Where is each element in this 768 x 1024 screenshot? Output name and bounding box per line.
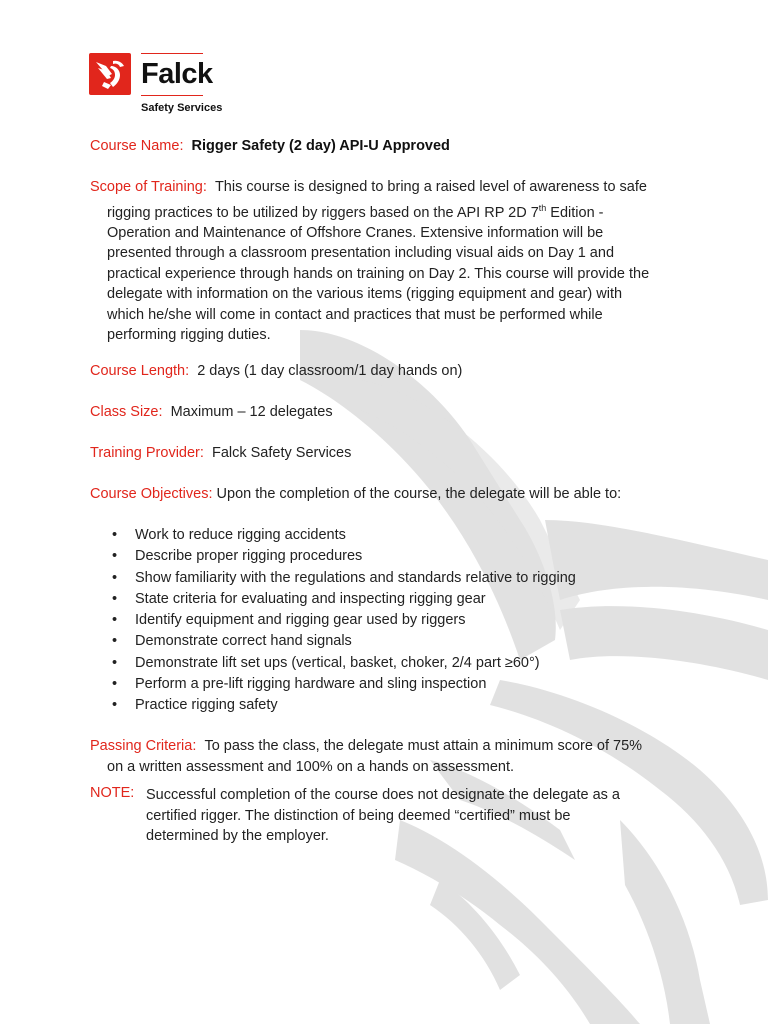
course-length-value: 2 days (1 day classroom/1 day hands on): [197, 363, 463, 379]
note-text: [146, 785, 686, 847]
course-objectives-intro: Upon the completion of the course, the delegate will be able to:: [216, 486, 622, 502]
course-name-value: Rigger Safety (2 day) API-U Approved: [191, 138, 450, 154]
objectives-list: [90, 525, 576, 717]
list-item: • Describe proper rigging procedures: [90, 546, 576, 567]
list-item: • Identify equipment and rigging gear used by riggers: [90, 610, 576, 631]
list-item: • Demonstrate correct hand signals: [90, 631, 576, 652]
passing-criteria: [90, 736, 700, 777]
scope-line: Operation and Maintenance of Offshore Cranes. Extensive information will be: [107, 224, 604, 241]
course-objectives-row: [90, 484, 621, 505]
note-line: certified rigger. The distinction of being deemed “certified” must be: [146, 807, 571, 824]
course-length-row: [90, 361, 462, 382]
course-name-label: Course Name:: [90, 138, 184, 154]
scope-line: performing rigging duties.: [107, 327, 271, 344]
class-size-row: [90, 402, 333, 423]
list-item: • Show familiarity with the regulations and standards relative to rigging: [90, 568, 576, 589]
note-line: Successful completion of the course does not designate the delegate as a: [146, 787, 620, 803]
list-item: • Work to reduce rigging accidents: [90, 525, 576, 546]
list-item: • Perform a pre-lift rigging hardware and sling inspection: [90, 674, 576, 695]
class-size-value: Maximum – 12 delegates: [170, 404, 333, 420]
scope-line: which he/she will come in contact and practices that must be performed while: [107, 306, 603, 323]
passing-criteria-line-1: To pass the class, the delegate must attain a minimum score of 75%: [204, 738, 643, 754]
scope-line: presented through a classroom presentation including visual aids on Day 1 and: [107, 245, 615, 262]
course-name-row: [90, 136, 450, 157]
passing-criteria-label: Passing Criteria:: [90, 738, 197, 754]
course-length-label: Course Length:: [90, 363, 190, 379]
list-item: • State criteria for evaluating and inspecting rigging gear: [90, 589, 576, 610]
class-size-label: Class Size:: [90, 404, 163, 420]
training-provider-value: Falck Safety Services: [211, 445, 352, 461]
training-provider-label: Training Provider:: [90, 445, 204, 461]
course-objectives-label: Course Objectives:: [90, 486, 213, 502]
scope-line: practical experience through hands on training on Day 2. This course will provide the: [107, 265, 650, 282]
note-line: determined by the employer.: [146, 828, 329, 844]
scope-line: delegate with information on the various items (rigging equipment and gear) with: [107, 286, 623, 303]
scope-line-1: This course is designed to bring a raised level of awareness to safe: [214, 179, 647, 195]
logo-name: Falck: [141, 58, 213, 90]
scope-label: Scope of Training:: [90, 179, 207, 195]
logo-subtitle: Safety Services: [141, 102, 223, 114]
list-item: • Practice rigging safety: [90, 695, 576, 716]
list-item: • Demonstrate lift set ups (vertical, basket, choker, 2/4 part ≥60°): [90, 653, 576, 674]
note-label: NOTE:: [90, 785, 135, 801]
training-provider-row: [90, 443, 351, 464]
scope-line-2: rigging practices to be utilized by riggers based on the API RP 2D 7th Edition -: [107, 202, 604, 221]
scope-of-training: [90, 177, 700, 346]
falck-eagle-logo-icon: [89, 53, 131, 95]
passing-criteria-line-2: on a written assessment and 100% on a hands on assessment.: [107, 758, 515, 775]
